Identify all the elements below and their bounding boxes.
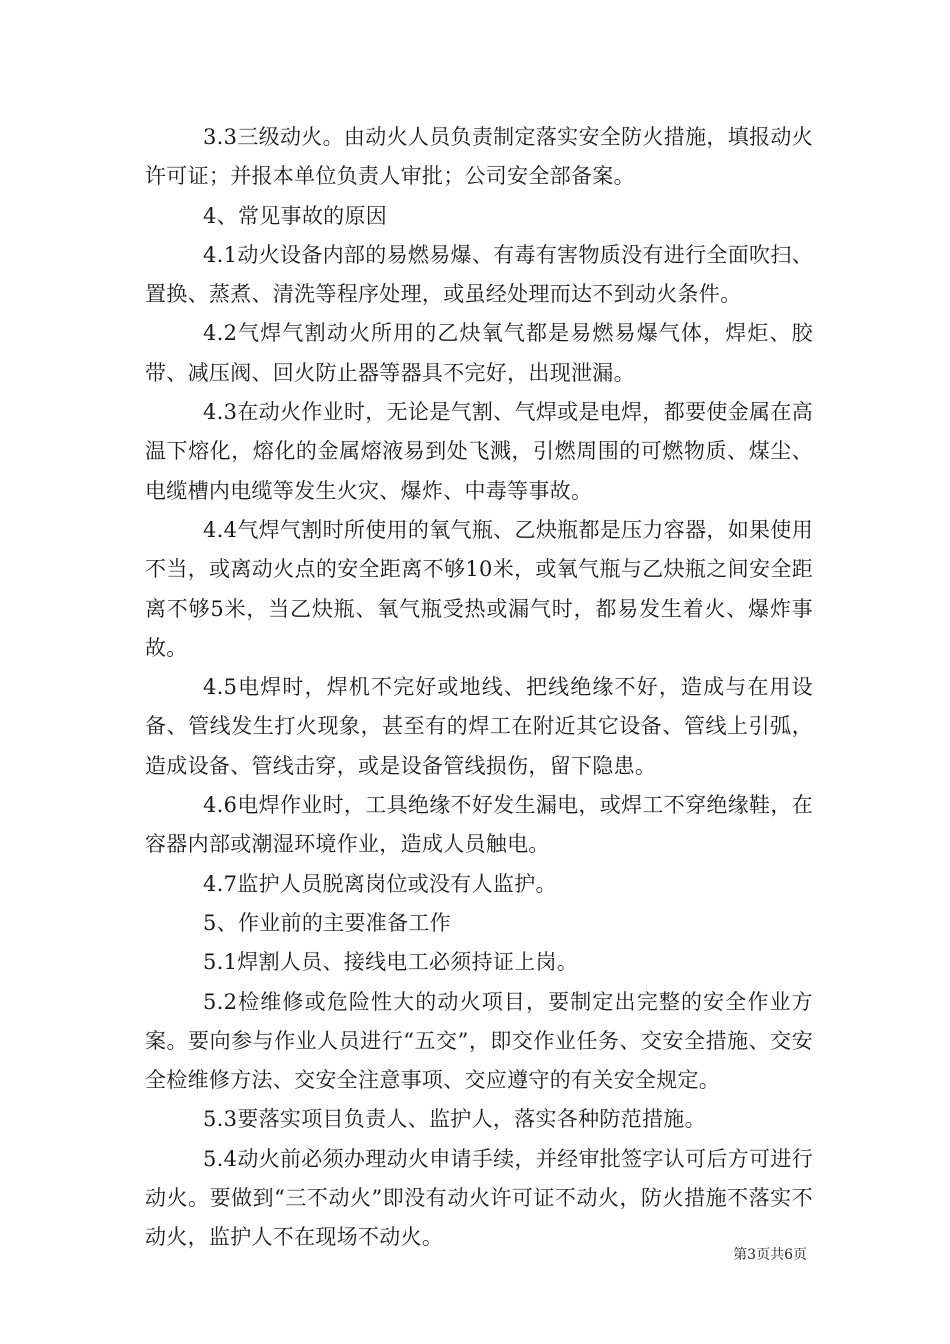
paragraph-5-2: 5.2检维修或危险性大的动火项目，要制定出完整的安全作业方案。要向参与作业人员进行“五交”，即交作业任务、交安全措施、交安全检维修方法、交安全注意事项、交应遵守的有关安全规定。 bbox=[145, 989, 813, 1093]
page-number-footer: 第3页共6页 bbox=[733, 1247, 807, 1263]
paragraph-5-4: 5.4动火前必须办理动火申请手续，并经审批签字认可后方可进行动火。要做到“三不动火”即没有动火许可证不动火，防火措施不落实不动火，监护人不在现场不动火。 bbox=[145, 1146, 813, 1250]
section-heading-5: 5、作业前的主要准备工作 bbox=[203, 910, 451, 935]
paragraph-5-3: 5.3要落实项目负责人、监护人，落实各种防范措施。 bbox=[203, 1107, 706, 1132]
document-body bbox=[145, 118, 813, 1258]
paragraph-4-3: 4.3在动火作业时，无论是气割、气焊或是电焊，都要使金属在高温下熔化，熔化的金属熔液易到处飞溅，引燃周围的可燃物质、煤尘、电缆槽内电缆等发生火灾、爆炸、中毒等事故。 bbox=[145, 400, 813, 503]
section-heading-4: 4、常见事故的原因 bbox=[203, 203, 388, 228]
paragraph-4-2: 4.2气焊气割动火所用的乙炔氧气都是易燃易爆气体，焊炬、胶带、减压阀、回火防止器等器具不完好，出现泄漏。 bbox=[145, 321, 813, 385]
paragraph-4-7: 4.7监护人员脱离岗位或没有人监护。 bbox=[203, 871, 557, 896]
paragraph-3-3: 3.3三级动火。由动火人员负责制定落实安全防火措施，填报动火许可证；并报本单位负责人审批；公司安全部备案。 bbox=[145, 125, 813, 189]
paragraph-4-5: 4.5电焊时，焊机不完好或地线、把线绝缘不好，造成与在用设备、管线发生打火现象，甚至有的焊工在附近其它设备、管线上引弧，造成设备、管线击穿，或是设备管线损伤，留下隐患。 bbox=[145, 675, 813, 778]
paragraph-5-1: 5.1焊割人员、接线电工必须持证上岗。 bbox=[203, 950, 579, 975]
paragraph-4-4: 4.4气焊气割时所使用的氧气瓶、乙炔瓶都是压力容器，如果使用不当，或离动火点的安全距离不够10米，或氧气瓶与乙炔瓶之间安全距离不够5米，当乙炔瓶、氧气瓶受热或漏气时，都易发生着火、爆炸事故。 bbox=[145, 517, 813, 660]
paragraph-4-6: 4.6电焊作业时，工具绝缘不好发生漏电，或焊工不穿绝缘鞋，在容器内部或潮湿环境作业，造成人员触电。 bbox=[145, 793, 813, 857]
paragraph-4-1: 4.1动火设备内部的易燃易爆、有毒有害物质没有进行全面吹扫、置换、蒸煮、清洗等程序处理，或虽经处理而达不到动火条件。 bbox=[145, 242, 813, 307]
